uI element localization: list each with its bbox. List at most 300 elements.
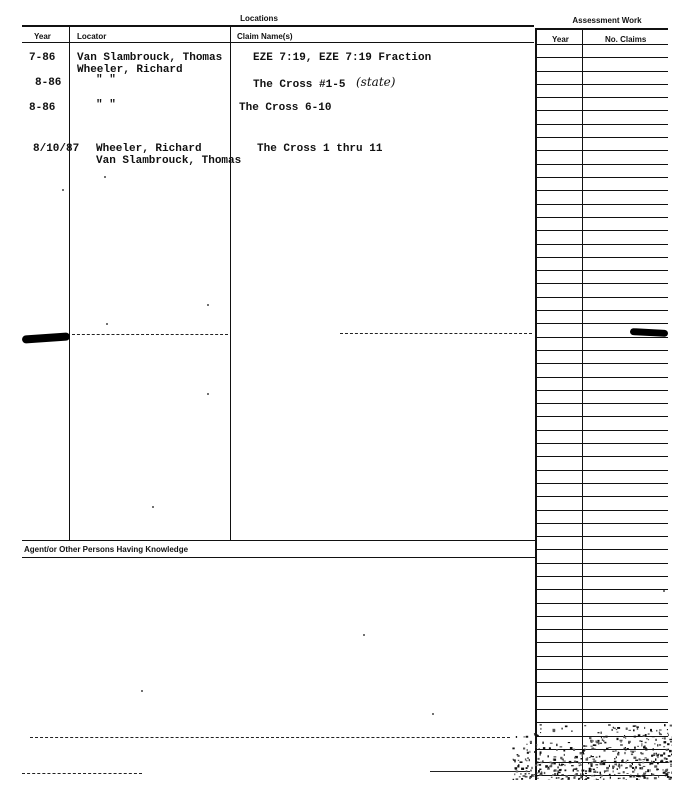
noise-speck — [639, 765, 641, 766]
noise-speck — [604, 742, 606, 744]
agent-section-header: Agent/or Other Persons Having Knowledge — [24, 545, 189, 554]
noise-speck — [535, 764, 538, 766]
noise-speck — [660, 761, 663, 763]
row4-year: 8-86 — [29, 102, 56, 114]
noise-speck — [612, 751, 614, 752]
assessment-work-row-line — [536, 576, 668, 577]
noise-speck — [614, 758, 615, 760]
noise-speck — [553, 763, 556, 765]
noise-speck — [664, 724, 666, 726]
noise-speck — [618, 778, 619, 779]
assessment-work-row-line — [536, 177, 668, 178]
noise-speck — [634, 769, 635, 771]
noise-speck — [641, 745, 642, 747]
noise-speck — [665, 761, 668, 763]
noise-speck — [666, 749, 668, 751]
noise-speck — [564, 761, 566, 762]
assessment-work-row-line — [536, 603, 668, 604]
noise-speck — [617, 738, 619, 740]
noise-speck — [656, 768, 658, 770]
noise-speck — [600, 772, 602, 774]
noise-speck — [517, 765, 519, 767]
assessment-work-row-line — [536, 310, 668, 311]
noise-speck — [669, 739, 672, 740]
assessment-work-row-line — [536, 416, 668, 417]
col-header-aw-year: Year — [552, 35, 569, 44]
noise-speck — [604, 772, 605, 773]
noise-speck — [574, 775, 576, 777]
col-header-aw-no-claims: No. Claims — [605, 35, 647, 44]
noise-speck — [540, 724, 542, 726]
assessment-work-row-line — [536, 257, 668, 258]
noise-speck — [647, 771, 649, 772]
noise-speck — [587, 757, 589, 758]
noise-speck — [639, 758, 641, 760]
noise-speck — [551, 763, 553, 765]
noise-speck — [577, 770, 579, 771]
noise-speck — [597, 740, 599, 742]
noise-speck — [590, 763, 593, 765]
noise-speck — [583, 773, 584, 775]
noise-speck — [585, 773, 587, 774]
noise-speck — [603, 740, 604, 741]
noise-speck — [635, 766, 637, 768]
noise-speck — [513, 779, 515, 780]
noise-speck — [634, 751, 635, 752]
noise-speck — [593, 740, 594, 741]
assessment-work-row-line — [536, 337, 668, 338]
speck — [207, 304, 209, 306]
noise-speck — [663, 746, 665, 747]
assessment-work-row-line — [536, 496, 668, 497]
assessment-work-row-line — [536, 350, 668, 351]
noise-speck — [613, 771, 614, 773]
noise-speck — [537, 762, 539, 764]
noise-speck — [594, 748, 595, 749]
noise-speck — [520, 773, 521, 774]
noise-speck — [553, 729, 556, 731]
noise-speck — [617, 732, 619, 733]
noise-speck — [600, 743, 603, 745]
assessment-work-row-line — [536, 470, 668, 471]
assessment-work-row-line — [536, 217, 668, 218]
noise-speck — [671, 754, 672, 756]
noise-speck — [629, 730, 632, 731]
noise-speck — [628, 741, 631, 743]
noise-speck — [621, 765, 623, 767]
assessment-work-header: Assessment Work — [572, 16, 642, 25]
row4-locator: " " — [96, 99, 116, 111]
speck — [141, 690, 143, 692]
noise-speck — [623, 736, 625, 738]
noise-speck — [570, 747, 573, 749]
noise-speck — [651, 731, 653, 732]
noise-speck — [516, 778, 519, 780]
noise-speck — [589, 768, 591, 770]
noise-speck — [618, 752, 619, 753]
noise-speck — [670, 741, 672, 743]
bottom-smudge-left — [22, 773, 142, 775]
noise-speck — [648, 733, 650, 734]
noise-speck — [573, 777, 575, 779]
noise-speck — [571, 765, 574, 766]
noise-speck — [574, 761, 576, 763]
noise-speck — [601, 737, 602, 738]
noise-speck — [603, 760, 606, 762]
noise-speck — [645, 742, 647, 743]
noise-speck — [596, 740, 597, 742]
noise-speck — [636, 726, 639, 728]
noise-speck — [619, 778, 620, 779]
noise-speck — [643, 773, 646, 775]
marker-bleed-right — [630, 328, 668, 337]
noise-speck — [619, 766, 620, 768]
noise-speck — [592, 756, 594, 757]
noise-speck — [589, 757, 590, 758]
assessment-work-row-line — [536, 71, 668, 72]
noise-speck — [653, 748, 654, 750]
noise-speck — [532, 775, 535, 776]
speck — [207, 393, 209, 395]
noise-speck — [604, 750, 606, 752]
noise-speck — [668, 749, 670, 751]
assessment-work-row-line — [536, 164, 668, 165]
handwritten-note: (state) — [356, 75, 396, 89]
noise-speck — [603, 737, 604, 738]
divider-assessment-left — [535, 28, 537, 780]
noise-speck — [608, 747, 611, 748]
noise-speck — [633, 757, 636, 759]
noise-speck — [618, 773, 621, 774]
noise-speck — [634, 725, 636, 726]
noise-speck — [670, 766, 672, 767]
noise-speck — [636, 778, 638, 780]
noise-speck — [548, 755, 549, 757]
noise-speck — [668, 755, 671, 757]
assessment-work-row-line — [536, 124, 668, 125]
noise-speck — [670, 764, 672, 766]
marker-bleed-left — [22, 332, 70, 343]
noise-speck — [620, 742, 621, 743]
noise-speck — [558, 772, 560, 773]
noise-speck — [629, 776, 631, 778]
assessment-work-row-line — [536, 722, 668, 723]
noise-speck — [643, 735, 646, 737]
noise-speck — [588, 762, 589, 764]
divider-assessment-middle — [582, 28, 583, 780]
noise-speck — [642, 775, 645, 777]
noise-speck — [669, 778, 672, 780]
noise-speck — [638, 780, 640, 781]
noise-speck — [637, 773, 638, 775]
assessment-work-row-line — [536, 709, 668, 710]
noise-speck — [664, 757, 666, 759]
noise-speck — [626, 761, 627, 763]
noise-speck — [520, 761, 523, 763]
noise-speck — [601, 775, 603, 777]
noise-speck — [643, 746, 646, 748]
noise-speck — [612, 766, 615, 768]
noise-speck — [662, 738, 663, 739]
assessment-work-row-line — [536, 297, 668, 298]
assessment-work-row-line — [536, 443, 668, 444]
noise-speck — [647, 769, 649, 771]
noise-speck — [632, 767, 634, 769]
noise-speck — [627, 773, 629, 774]
noise-speck — [646, 738, 648, 739]
row6-locator: Van Slambrouck, Thomas — [96, 155, 242, 167]
noise-speck — [620, 744, 623, 746]
noise-speck — [569, 761, 572, 763]
assessment-work-row-line — [536, 682, 668, 683]
noise-speck — [593, 771, 596, 774]
noise-speck — [664, 738, 666, 739]
speck — [104, 176, 106, 178]
noise-speck — [586, 758, 589, 760]
noise-speck — [645, 748, 647, 750]
noise-speck — [591, 765, 593, 767]
noise-speck — [656, 730, 657, 732]
assessment-work-row-line — [536, 669, 668, 670]
noise-speck — [539, 748, 540, 749]
noise-speck — [525, 773, 527, 774]
noise-speck — [538, 758, 540, 760]
assessment-work-row-line — [536, 323, 668, 324]
noise-speck — [545, 765, 548, 768]
noise-speck — [540, 732, 541, 733]
noise-speck — [663, 752, 665, 754]
noise-speck — [658, 776, 659, 778]
noise-speck — [574, 757, 576, 759]
noise-speck — [641, 741, 643, 742]
noise-speck — [668, 762, 670, 763]
noise-speck — [662, 769, 664, 770]
noise-speck — [547, 768, 550, 770]
noise-speck — [659, 729, 662, 730]
noise-speck — [573, 749, 575, 751]
noise-speck — [536, 747, 537, 748]
noise-speck — [521, 778, 523, 780]
noise-speck — [667, 743, 669, 745]
noise-speck — [609, 765, 610, 767]
noise-speck — [634, 747, 636, 749]
noise-speck — [526, 760, 527, 761]
assessment-work-row-line — [536, 403, 668, 404]
noise-speck — [601, 732, 602, 734]
noise-speck — [657, 754, 659, 756]
noise-speck — [523, 748, 525, 750]
noise-speck — [633, 729, 635, 731]
noise-speck — [660, 734, 662, 735]
assessment-work-row-line — [536, 549, 668, 550]
noise-speck — [632, 763, 633, 765]
noise-speck — [550, 743, 553, 744]
noise-speck — [626, 728, 628, 730]
noise-speck — [516, 771, 519, 773]
noise-speck — [529, 777, 531, 779]
noise-speck — [577, 768, 578, 769]
assessment-work-row-line — [536, 150, 668, 151]
noise-speck — [659, 744, 661, 745]
noise-speck — [667, 733, 668, 734]
noise-speck — [600, 774, 602, 775]
noise-speck — [606, 770, 609, 771]
noise-speck — [623, 771, 625, 773]
noise-speck — [526, 744, 527, 745]
noise-speck — [648, 739, 649, 740]
noise-speck — [536, 775, 538, 776]
row1-locator: Van Slambrouck, Thomas — [77, 52, 223, 64]
noise-speck — [557, 766, 559, 768]
noise-speck — [534, 751, 536, 753]
noise-speck — [652, 774, 655, 776]
noise-speck — [554, 770, 555, 772]
noise-speck — [669, 750, 672, 752]
noise-speck — [629, 765, 632, 767]
locations-header: Locations — [240, 14, 278, 23]
noise-speck — [627, 760, 629, 761]
noise-speck — [616, 763, 617, 765]
speck — [432, 713, 434, 715]
assessment-work-row-line — [536, 510, 668, 511]
noise-speck — [654, 743, 656, 744]
noise-speck — [638, 734, 641, 736]
noise-speck — [514, 774, 515, 776]
noise-speck — [558, 777, 560, 779]
noise-speck — [597, 772, 599, 773]
noise-speck — [554, 773, 556, 774]
row3-claim: The Cross #1-5 — [253, 79, 346, 91]
noise-speck — [551, 777, 553, 778]
noise-speck — [542, 760, 543, 762]
assessment-work-row-line — [536, 589, 668, 590]
noise-speck — [521, 768, 524, 770]
row1-year: 7-86 — [29, 52, 56, 64]
speck — [363, 634, 365, 636]
noise-speck — [586, 776, 587, 777]
assessment-work-row-line — [536, 244, 668, 245]
noise-speck — [526, 770, 528, 772]
noise-speck — [639, 767, 641, 769]
noise-speck — [540, 753, 541, 755]
noise-speck — [637, 746, 638, 747]
noise-speck — [565, 726, 567, 727]
noise-speck — [667, 729, 668, 730]
assessment-work-row-line — [536, 629, 668, 630]
noise-speck — [561, 774, 564, 775]
noise-speck — [670, 725, 672, 727]
top-rule-locations — [22, 25, 534, 27]
noise-speck — [598, 743, 599, 745]
noise-speck — [644, 727, 645, 729]
noise-speck — [585, 770, 587, 771]
noise-speck — [596, 767, 598, 768]
noise-speck — [578, 778, 579, 780]
noise-speck — [659, 732, 660, 734]
noise-speck — [543, 747, 545, 749]
noise-speck — [525, 758, 526, 760]
noise-speck — [564, 754, 565, 756]
noise-speck — [594, 775, 595, 777]
fold-line-2 — [340, 333, 532, 335]
noise-speck — [646, 777, 648, 779]
speck — [152, 506, 154, 508]
noise-speck — [633, 776, 636, 778]
noise-speck — [634, 736, 636, 738]
noise-speck — [580, 776, 581, 777]
noise-speck — [627, 748, 629, 749]
noise-speck — [618, 754, 619, 755]
assessment-work-row-line — [536, 696, 668, 697]
noise-speck — [591, 775, 594, 777]
assessment-work-row-line — [536, 390, 668, 391]
noise-speck — [529, 759, 530, 761]
noise-speck — [518, 760, 519, 761]
noise-speck — [602, 739, 603, 741]
noise-speck — [582, 770, 585, 772]
noise-speck — [671, 772, 672, 774]
noise-speck — [655, 739, 656, 741]
noise-speck — [557, 773, 558, 776]
noise-speck — [657, 744, 658, 746]
noise-speck — [591, 741, 592, 743]
assessment-work-row-line — [536, 84, 668, 85]
fold-line-bottom — [30, 737, 510, 739]
row3-locator: " " — [96, 74, 116, 86]
noise-speck — [517, 755, 519, 757]
scan-noise — [512, 724, 672, 780]
noise-speck — [617, 768, 618, 770]
noise-speck — [599, 756, 600, 758]
noise-speck — [584, 779, 586, 780]
noise-speck — [652, 755, 655, 756]
noise-speck — [652, 736, 655, 737]
noise-speck — [537, 735, 539, 737]
noise-speck — [568, 742, 570, 743]
noise-speck — [532, 767, 533, 769]
noise-speck — [643, 777, 645, 779]
noise-speck — [645, 757, 647, 758]
top-rule-assessment — [536, 28, 668, 30]
noise-speck — [573, 769, 574, 771]
noise-speck — [549, 747, 551, 749]
noise-speck — [610, 777, 611, 779]
noise-speck — [581, 758, 583, 760]
noise-speck — [645, 771, 647, 772]
noise-speck — [614, 774, 615, 776]
noise-speck — [563, 750, 565, 752]
noise-speck — [650, 769, 651, 772]
noise-speck — [624, 748, 627, 750]
noise-speck — [643, 759, 646, 760]
noise-speck — [584, 725, 586, 726]
assessment-work-row-line — [536, 270, 668, 271]
noise-speck — [527, 749, 528, 751]
assessment-work-row-line — [536, 642, 668, 643]
noise-speck — [591, 755, 593, 757]
noise-speck — [620, 740, 623, 742]
noise-speck — [563, 760, 564, 762]
noise-speck — [642, 762, 644, 764]
header-rule-assessment — [536, 44, 668, 45]
row2-locator: Wheeler, Richard — [77, 64, 183, 76]
noise-speck — [668, 734, 669, 736]
assessment-work-row-line — [536, 97, 668, 98]
noise-speck — [635, 760, 638, 761]
noise-speck — [650, 763, 653, 765]
noise-speck — [515, 767, 518, 769]
noise-speck — [609, 774, 611, 776]
